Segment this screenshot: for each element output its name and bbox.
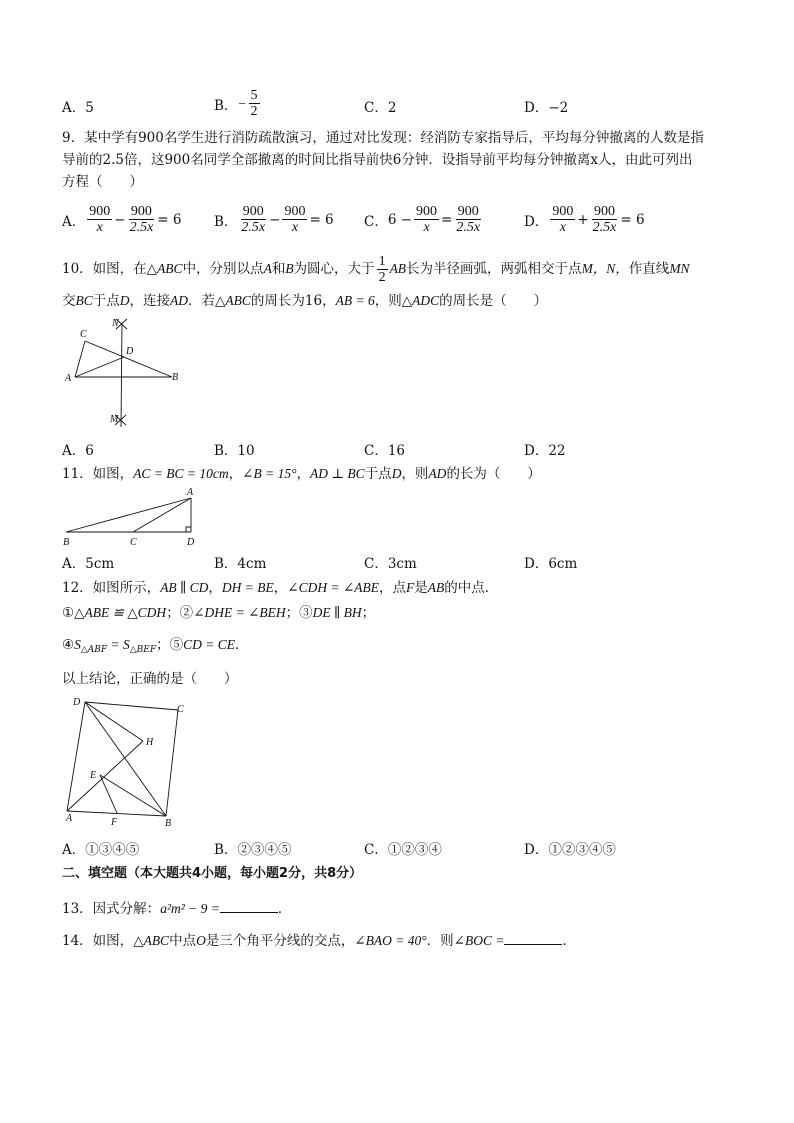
q10-option-a[interactable]: A．6	[62, 443, 94, 459]
q8-option-b[interactable]: B． − $\frac{5}{2}$	[214, 88, 258, 119]
q10-stem-line-2: 交BC于点D，连接AD．若△ABC的周长为16，AB = 6，则△ADC的周长是（ ）	[62, 293, 548, 309]
q12-label-b: B	[165, 818, 172, 829]
q9-line-2: 导前的2.5倍，这900名同学全部撤离的时间比指导前快6分钟．设指导前平均每分钟撤离x人，由此可列出	[62, 152, 693, 168]
q11-label-c: C	[130, 537, 137, 548]
q12-stem: 12．如图所示，AB ∥ CD，DH = BE，∠CDH = ∠ABE，点F是AB的中点．	[62, 580, 499, 596]
q8-option-d[interactable]: D．−2	[524, 100, 569, 116]
q10-label-a: A	[65, 373, 72, 384]
q11-option-d[interactable]: D．6cm	[524, 556, 578, 572]
q12-statements-2: $④S_{\triangle ABF} = S_{\triangle BEF}$；⑤CD = CE．	[62, 637, 249, 655]
q13-stem: 13．因式分解：a²m² − 9 = ．	[62, 898, 742, 920]
q10-figure	[60, 315, 190, 430]
q10-label-c: C	[80, 329, 87, 340]
q8-options	[62, 88, 742, 122]
q10-label-m: M	[110, 414, 119, 425]
q12-label-d: D	[73, 697, 81, 708]
q11-stem: 11．如图，AC = BC = 10cm，∠B = 15°，AD ⊥ BC于点D，则AD的长为（ ）	[62, 466, 541, 482]
q11-option-c[interactable]: C．3cm	[364, 556, 417, 572]
section-2-heading: 二、填空题（本大题共4小题，每小题2分，共8分）	[62, 866, 363, 881]
q12-label-a: A	[66, 813, 73, 824]
q10-option-d[interactable]: D．22	[524, 443, 566, 459]
q13-answer-blank[interactable]	[220, 898, 278, 913]
fraction: $\frac{5}{2}$	[250, 88, 258, 119]
q14-answer-blank[interactable]	[504, 930, 562, 945]
q12-label-c: C	[177, 704, 184, 715]
q9-stem	[62, 127, 742, 193]
q11-option-a[interactable]: A．5cm	[62, 556, 115, 572]
q10-stem-line-1: 10．如图，在△ ABC 中，分别以点 A 和 B 为圆心，大于 $\frac{1}{2}$ AB 长为半径画弧，两弧相交于点 M，N， 作直线 MN	[62, 253, 690, 285]
q11-figure	[60, 485, 200, 551]
q12-statements-1: ①△ABE ≌ △CDH；②∠DHE = ∠BEH；③DE ∥ BH；	[62, 605, 376, 621]
q9-option-c[interactable]: C． 6 − $\frac{900}{x}$ = $\frac{900}{2.5x}$	[364, 204, 481, 235]
q9-line-3: 方程（ ）	[62, 174, 143, 190]
q9-option-d[interactable]: D． $\frac{900}{x}$ + $\frac{900}{2.5x}$ = 6	[524, 204, 645, 235]
q11-label-a: A	[187, 487, 194, 498]
q9-option-a[interactable]: A． $\frac{900}{x}$ − $\frac{900}{2.5x}$ = 6	[62, 204, 182, 235]
q8-option-c[interactable]: C．2	[364, 100, 397, 116]
q11-label-b: B	[63, 537, 70, 548]
q12-label-f: F	[111, 817, 118, 828]
q12-option-d[interactable]: D．①②③④⑤	[524, 842, 616, 858]
q12-option-b[interactable]: B．②③④⑤	[214, 842, 292, 858]
q10-label-d: D	[126, 346, 134, 357]
q12-figure	[60, 695, 200, 835]
q10-option-c[interactable]: C．16	[364, 443, 406, 459]
q9-options	[62, 204, 742, 244]
q9-line-1: 9．某中学有900名学生进行消防疏散演习，通过对比发现：经消防专家指导后，平均每分钟撤离的人数是指	[62, 130, 704, 146]
q11-option-b[interactable]: B．4cm	[214, 556, 267, 572]
q12-label-e: E	[90, 770, 97, 781]
q12-question: 以上结论，正确的是（ ）	[62, 671, 238, 687]
q12-option-c[interactable]: C．①②③④	[364, 842, 442, 858]
q10-option-b[interactable]: B．10	[214, 443, 255, 459]
q12-option-a[interactable]: A．①③④⑤	[62, 842, 140, 858]
q8-option-a[interactable]: A．5	[62, 100, 94, 116]
q9-option-b[interactable]: B． $\frac{900}{2.5x}$ − $\frac{900}{x}$ = 6	[214, 204, 334, 235]
q11-label-d: D	[187, 537, 195, 548]
q10-label-b: B	[172, 372, 179, 383]
q12-label-h: H	[146, 737, 154, 748]
q14-stem: 14．如图，△ABC中点O是三个角平分线的交点，∠BAO = 40°．则∠BOC = ．	[62, 930, 742, 952]
q10-label-n: N	[112, 318, 119, 329]
